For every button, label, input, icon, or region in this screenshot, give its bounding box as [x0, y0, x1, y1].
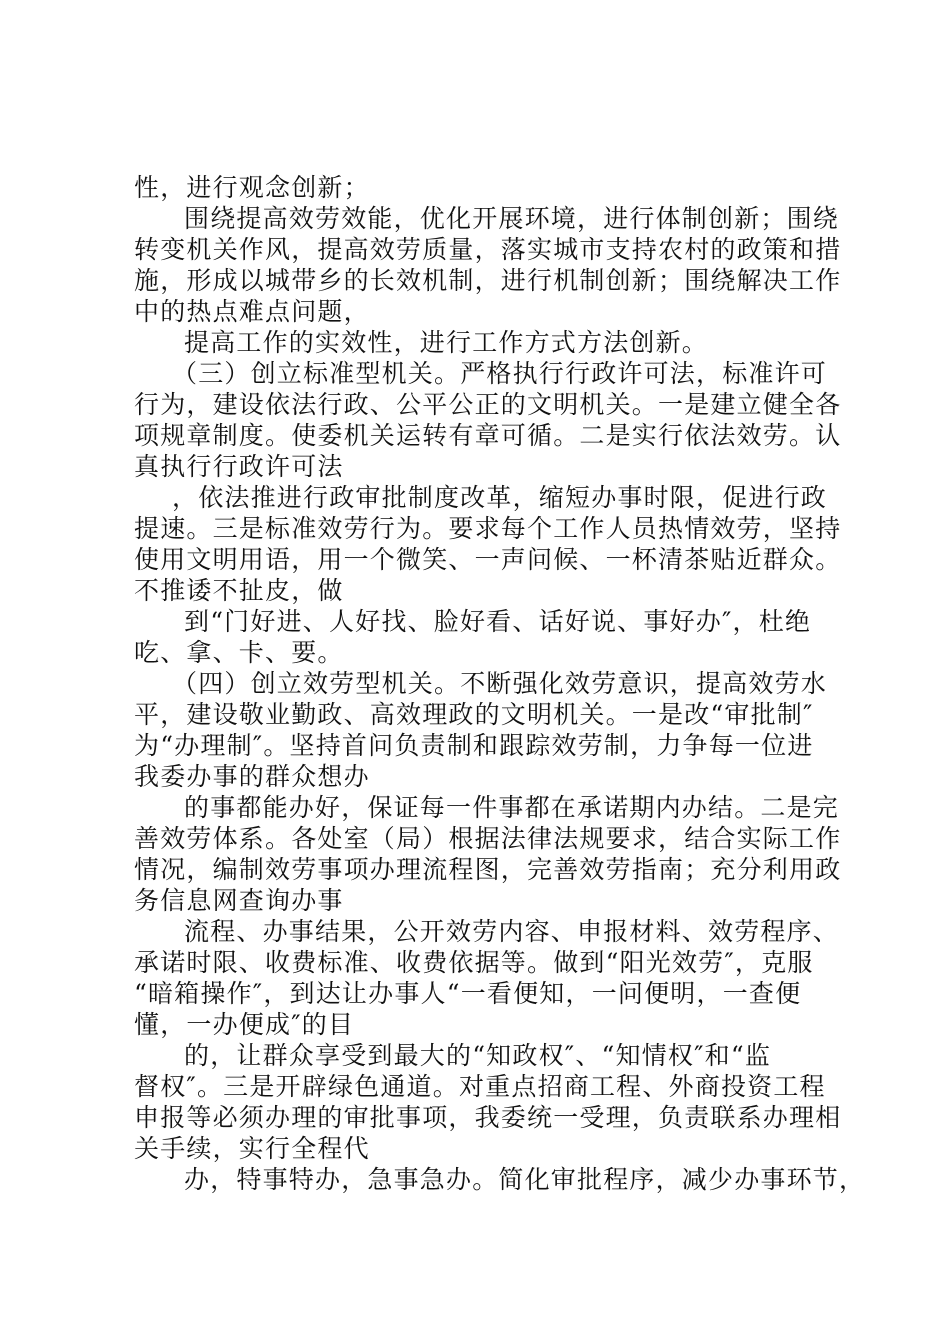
text-line: 的事都能办好，保证每一件事都在承诺期内办结。二是完	[184, 793, 840, 822]
text-line: 办，特事特办，急事急办。简化审批程序，减少办事环节，	[184, 1165, 866, 1194]
document-body	[134, 172, 866, 1195]
text-line: 善效劳体系。各处室（局）根据法律法规要求，结合实际工作	[134, 824, 842, 853]
text-line: 平，建设敬业勤政、高效理政的文明机关。一是改“审批制″	[134, 700, 814, 729]
text-line: 使用文明用语，用一个微笑、一声问候、一杯清茶贴近群众。	[134, 545, 842, 574]
text-line: 到“门好进、人好找、脸好看、话好说、事好办″，杜绝	[184, 607, 812, 636]
text-line: 围绕提高效劳效能，优化开展环境，进行体制创新；围绕	[184, 204, 840, 233]
text-line: 转变机关作风，提高效劳质量，落实城市支持农村的政策和措	[134, 235, 842, 264]
text-line: （四）创立效劳型机关。不断强化效劳意识，提高效劳水	[172, 669, 828, 698]
text-line: 提速。三是标准效劳行为。要求每个工作人员热情效劳，坚持	[134, 514, 842, 543]
text-line: 行为，建设依法行政、公平公正的文明机关。一是建立健全各	[134, 390, 842, 419]
text-line: 施，形成以城带乡的长效机制，进行机制创新；围绕解决工作	[134, 266, 842, 295]
text-line: 性，进行观念创新；	[134, 173, 370, 202]
text-line: 流程、办事结果，公开效劳内容、申报材料、效劳程序、	[184, 917, 840, 946]
text-line: 务信息网查询办事	[134, 886, 344, 915]
text-line: 关手续，实行全程代	[134, 1134, 370, 1163]
text-line: 提高工作的实效性，进行工作方式方法创新。	[184, 328, 709, 357]
text-line: 情况，编制效劳事项办理流程图，完善效劳指南；充分利用政	[134, 855, 842, 884]
text-line: 真执行行政许可法	[134, 452, 344, 481]
text-line: 懂，一办便成″的目	[134, 1010, 355, 1039]
text-line: 的，让群众享受到最大的“知政权″、“知情权″和“监	[184, 1041, 772, 1070]
text-line: “暗箱操作″，到达让办事人“一看便知，一问便明，一查便	[134, 979, 802, 1008]
text-line: 我委办事的群众想办	[134, 762, 370, 791]
text-line: 吃、拿、卡、要。	[134, 638, 344, 667]
text-line: 督权″。三是开辟绿色通道。对重点招商工程、外商投资工程	[134, 1072, 826, 1101]
text-line: 不推诿不扯皮，做	[134, 576, 344, 605]
text-line: 承诺时限、收费标准、收费依据等。做到“阳光效劳″，克服	[134, 948, 814, 977]
text-line: 申报等必须办理的审批事项，我委统一受理，负责联系办理相	[134, 1103, 842, 1132]
text-line: 项规章制度。使委机关运转有章可循。二是实行依法效劳。认	[134, 421, 842, 450]
text-line: ，依法推进行政审批制度改革，缩短办事时限，促进行政	[172, 483, 828, 512]
text-line: 为“办理制″。坚持首问负责制和跟踪效劳制，力争每一位进	[134, 731, 814, 760]
text-line: （三）创立标准型机关。严格执行行政许可法，标准许可	[172, 359, 828, 388]
text-line: 中的热点难点问题，	[134, 297, 370, 326]
